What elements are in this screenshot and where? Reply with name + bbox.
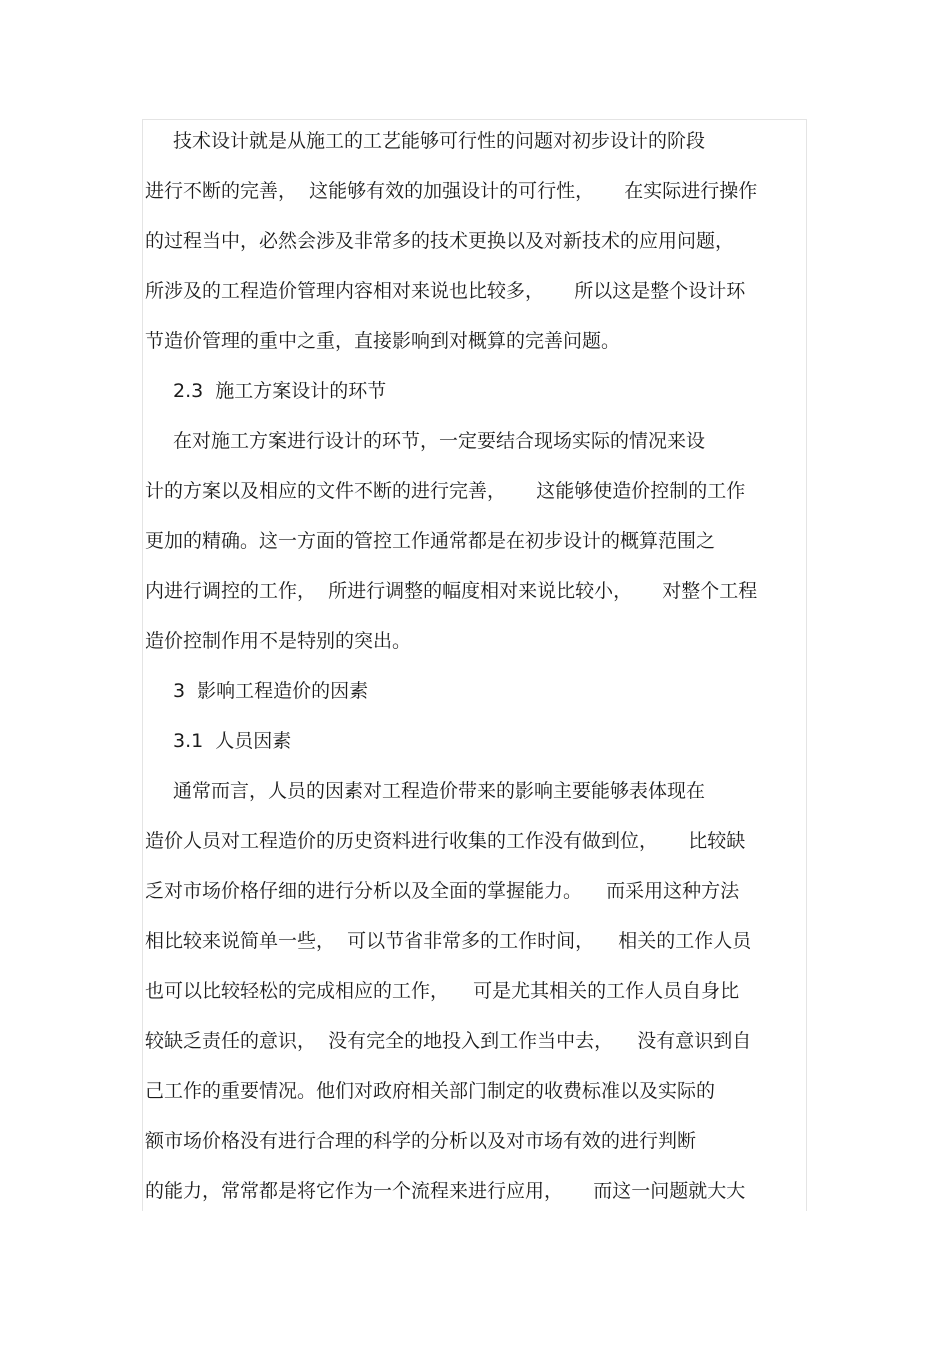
- text-line: 内进行调控的工作， 所进行调整的幅度相对来说比较小， 对整个工程: [145, 580, 758, 602]
- text-line: 的能力，常常都是将它作为一个流程来进行应用， 而这一问题就大大: [145, 1180, 746, 1202]
- text-line: 己工作的重要情况。他们对政府相关部门制定的收费标准以及实际的: [145, 1080, 716, 1102]
- text-line: 乏对市场价格仔细的进行分析以及全面的掌握能力。 而采用这种方法: [145, 880, 740, 902]
- text-line: 在对施工方案进行设计的环节，一定要结合现场实际的情况来设: [173, 430, 706, 452]
- text-line: 技术设计就是从施工的工艺能够可行性的问题对初步设计的阶段: [173, 130, 706, 152]
- text-line: 的过程当中，必然会涉及非常多的技术更换以及对新技术的应用问题，: [145, 230, 735, 252]
- text-line: 3.1 人员因素: [173, 730, 292, 752]
- text-line: 更加的精确。这一方面的管控工作通常都是在初步设计的概算范围之: [145, 530, 716, 552]
- text-line: 额市场价格没有进行合理的科学的分析以及对市场有效的进行判断: [145, 1130, 697, 1152]
- text-line: 通常而言，人员的因素对工程造价带来的影响主要能够表体现在: [173, 780, 706, 802]
- text-line: 计的方案以及相应的文件不断的进行完善， 这能够使造价控制的工作: [145, 480, 746, 502]
- text-line: 3 影响工程造价的因素: [173, 680, 369, 702]
- text-line: 造价控制作用不是特别的突出。: [145, 630, 412, 652]
- text-line: 进行不断的完善， 这能够有效的加强设计的可行性， 在实际进行操作: [145, 180, 758, 202]
- text-line: 相比较来说简单一些， 可以节省非常多的工作时间， 相关的工作人员: [145, 930, 752, 952]
- text-line: 所涉及的工程造价管理内容相对来说也比较多， 所以这是整个设计环: [145, 280, 746, 302]
- text-line: 也可以比较轻松的完成相应的工作， 可是尤其相关的工作人员自身比: [145, 980, 740, 1002]
- text-line: 节造价管理的重中之重，直接影响到对概算的完善问题。: [145, 330, 621, 352]
- text-line: 造价人员对工程造价的历史资料进行收集的工作没有做到位， 比较缺: [145, 830, 746, 852]
- page-frame-right-border: [806, 119, 807, 1211]
- document-body: [145, 116, 805, 1216]
- text-line: 2.3 施工方案设计的环节: [173, 380, 387, 402]
- text-line: 较缺乏责任的意识， 没有完全的地投入到工作当中去， 没有意识到自: [145, 1030, 752, 1052]
- page-frame-left-border: [142, 119, 143, 1211]
